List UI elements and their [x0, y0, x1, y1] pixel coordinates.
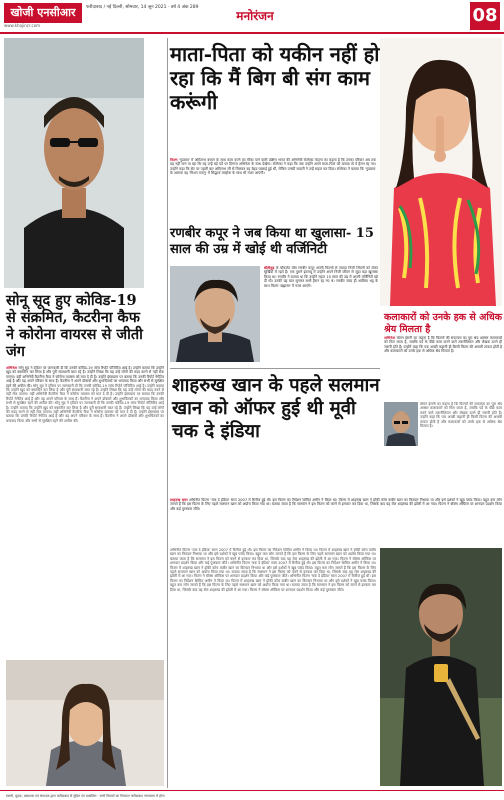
page-number: 08 — [470, 2, 500, 30]
headline-rashmika: माता-पिता को यकीन नहीं हो रहा कि मैं बिग बी संग काम करूंगी — [170, 42, 380, 114]
kicker-shahrukh: शाहरुख खान — [170, 498, 188, 502]
body-text-rashmika: 'गुडबाय' में अमिताभ बच्चन के साथ काम करने का मौका पाने वाली दक्षिण भारत की अभिनेत्री रश्मिका मंदाना का कहना है कि उनका परिवार अब तक यह नहीं मान पा रहा कि वह उन्हें बड़े पर्दे पर दिग्गज अभिनेता के साथ देखेगा। रश्मिका ने कहा कि जब उन्होंने अपने माता-पिता को बताया तो वे हैरान रह गए। उन्होंने कहा कि सेट पर पहली बार अमिताभ जी से मिलकर वह बेहद घबराई हुई थीं, लेकिन उनकी सादगी ने उन्हें सहज कर दिया। रश्मिका ने बताया कि 'गुडबाय' के अलावा वह 'मिशन मजनू' में सिद्धार्थ मल्होत्रा के साथ भी नजर आएंगी। — [170, 158, 376, 176]
kicker-rashmika: फिल्म — [170, 158, 178, 162]
shahrukh-khan-photo — [380, 548, 502, 786]
continued-text-shahrukh-3: अभिनीत फिल्म 'चक दे इंडिया' साल 2007 में रिलीज हुई थी। इस फिल्म का निर्देशन शिमित अमीन ने किया था। फिल्म में शाहरुख खान ने हॉकी कोच कबीर खान का किरदार निभाया था और इसे दर्शकों ने खूब पसंद किया। बहुत कम लोग जानते हैं कि इस फिल्म के लिए पहले सलमान खान को अप्रोच किया गया था। बताया जाता है कि सलमान ने इस फिल्म को करने से इनकार कर दिया था, जिसके बाद यह रोल शाहरुख की झोली में आ गया। फिल्म ने बॉक्स ऑफिस पर शानदार प्रदर्शन किया और कई पुरस्कार जीते। — [170, 574, 376, 592]
kicker-sidebar: अभिनेता — [384, 336, 396, 340]
headline-sonu-sood: सोनू सूद हुए कोविड-19 से संक्रमित, कैटरीना कैफ ने कोरोना वायरस से जीती जंग — [6, 292, 143, 360]
kicker-ranbir: बॉलीवुड — [264, 266, 275, 270]
continued-text-shahrukh-2: अभिनीत फिल्म 'चक दे इंडिया' साल 2007 में रिलीज हुई थी। इस फिल्म का निर्देशन शिमित अमीन ने किया था। फिल्म में शाहरुख खान ने हॉकी कोच कबीर खान का किरदार निभाया था और इसे दर्शकों ने खूब पसंद किया। बहुत कम लोग जानते हैं कि इस फिल्म के लिए पहले सलमान खान को अप्रोच किया गया था। बताया जाता है कि सलमान ने इस फिल्म को करने से इनकार कर दिया था, जिसके बाद यह रोल शाहरुख की झोली में आ गया। फिल्म ने बॉक्स ऑफिस पर शानदार प्रदर्शन किया और कई पुरस्कार जीते। — [170, 561, 376, 579]
headline-sidebar: कलाकारों को उनके हक से अधिक श्रेय मिलता है — [384, 312, 502, 335]
body-text-sonu: सोनू सूद ने ट्विटर पर जानकारी दी कि उनकी कोविड-19 जांच रिपोर्ट पॉजिटिव आई है। उन्होंने बताया कि उन्होंने खुद को क्वारंटीन कर लिया है और पूरी सावधानी बरत रहे हैं। उन्होंने लिखा कि यह उन्हें लोगों की मदद करने से नहीं रोक पाएगा। वहीं अभिनेत्री कैटरीना कैफ ने कोरोना वायरस को मात दे दी है। उन्होंने इंस्टाग्राम पर बताया कि उनकी रिपोर्ट नेगेटिव आई है और वह अपने परिवार के साथ हैं। कैटरीना ने अपने डॉक्टरों और शुभचिंतकों का धन्यवाद किया और सभी से सुरक्षित रहने की अपील की। — [6, 366, 164, 388]
body-text-sidebar: बोमन ईरानी का कहना है कि फिल्मों की सफलता का पूरा श्रेय अक्सर कलाकारों को मिल जाता है, जबकि पर्दे के पीछे काम करने वाले तकनीशियन और लेखक उतने ही जरूरी होते हैं। उन्होंने कहा कि एक अच्छी कहानी ही किसी फिल्म की असली ताकत होती है और कलाकारों को उनके हक से अधिक श्रेय मिलता है। — [384, 336, 502, 354]
article-body-sidebar-bottom — [420, 402, 502, 482]
continued-text-sonu-2: सोनू सूद ने ट्विटर पर जानकारी दी कि उनकी कोविड-19 जांच रिपोर्ट पॉजिटिव आई है। उन्होंने बताया कि उन्होंने खुद को क्वारंटीन कर लिया है और पूरी सावधानी बरत रहे हैं। उन्होंने लिखा कि यह उन्हें लोगों की मदद करने से नहीं रोक पाएगा। वहीं अभिनेत्री कैटरीना कैफ ने कोरोना वायरस को मात दे दी है। उन्होंने इंस्टाग्राम पर बताया कि उनकी रिपोर्ट नेगेटिव आई है और वह अपने परिवार के साथ हैं। कैटरीना ने अपने डॉक्टरों और शुभचिंतकों का धन्यवाद किया और सभी से सुरक्षित रहने की अपील की। — [6, 401, 164, 423]
article-body-ranbir — [264, 266, 378, 362]
continued-text-shahrukh: अभिनीत फिल्म 'चक दे इंडिया' साल 2007 में रिलीज हुई थी। इस फिल्म का निर्देशन शिमित अमीन ने किया था। फिल्म में शाहरुख खान ने हॉकी कोच कबीर खान का किरदार निभाया था और इसे दर्शकों ने खूब पसंद किया। बहुत कम लोग जानते हैं कि इस फिल्म के लिए पहले सलमान खान को अप्रोच किया गया था। बताया जाता है कि सलमान ने इस फिल्म को करने से इनकार कर दिया था, जिसके बाद यह रोल शाहरुख की झोली में आ गया। फिल्म ने बॉक्स ऑफिस पर शानदार प्रदर्शन किया और कई पुरस्कार जीते। — [170, 548, 376, 566]
rashmika-mandanna-photo — [380, 38, 502, 306]
body-text-shahrukh: अभिनीत फिल्म 'चक दे इंडिया' साल 2007 में रिलीज हुई थी। इस फिल्म का निर्देशन शिमित अमीन ने किया था। फिल्म में शाहरुख खान ने हॉकी कोच कबीर खान का किरदार निभाया था और इसे दर्शकों ने खूब पसंद किया। बहुत कम लोग जानते हैं कि इस फिल्म के लिए पहले सलमान खान को अप्रोच किया गया था। बताया जाता है कि सलमान ने इस फिल्म को करने से इनकार कर दिया था, जिसके बाद यह रोल शाहरुख की झोली में आ गया। फिल्म ने बॉक्स ऑफिस पर शानदार प्रदर्शन किया और कई पुरस्कार जीते। — [170, 498, 502, 511]
dateline: फरीदाबाद / नई दिल्ली, सोमवार, 14 जून 2021 · वर्ष 4 अंक 289 — [86, 5, 199, 10]
article-body-sonu-sood — [6, 366, 164, 656]
footer-imprint: स्वामी, मुद्रक, प्रकाशक एवं संपादक द्वारा फरीदाबाद से मुद्रित एवं प्रकाशित · सभी विवादों का निपटारा फरीदाबाद न्यायालय में होगा — [0, 790, 504, 800]
sonu-sood-photo — [4, 38, 144, 288]
section-title: मनोरंजन — [236, 9, 274, 23]
ranbir-kapoor-photo — [170, 266, 260, 362]
newspaper-logo: खोजी एनसीआर — [4, 3, 82, 23]
continued-text-sidebar: बोमन ईरानी का कहना है कि फिल्मों की सफलता का पूरा श्रेय अक्सर कलाकारों को मिल जाता है, जबकि पर्दे के पीछे काम करने वाले तकनीशियन और लेखक उतने ही जरूरी होते हैं। उन्होंने कहा कि एक अच्छी कहानी ही किसी फिल्म की असली ताकत होती है और कलाकारों को उनके हक से अधिक श्रेय मिलता है। — [420, 402, 502, 429]
website: www.khojincr.com — [4, 23, 41, 28]
column-divider — [167, 38, 168, 788]
body-text-ranbir: के चॉकलेट बॉय रणबीर कपूर अपनी फिल्मों से ज्यादा निजी जिंदगी को लेकर सुर्खियों में रहते हैं। एक पुराने इंटरव्यू में उन्होंने अपने निजी जीवन से जुड़ा बड़ा खुलासा किया था। रणबीर ने बताया था कि उन्होंने महज 15 साल की उम्र में अपनी वर्जिनिटी खो दी थी। उनकी यह बात सुनकर सभी हैरान रह गए थे। रणबीर जल्द ही आलिया भट्ट के साथ फिल्म 'ब्रह्मास्त्र' में नजर आएंगे। — [264, 266, 378, 288]
article-body-shahrukh-bottom — [170, 548, 376, 788]
article-body-sidebar-top — [384, 336, 502, 400]
section-divider — [170, 368, 380, 369]
boman-irani-photo — [384, 402, 418, 446]
headline-shahrukh: शाहरुख खान के पहले सलमान खान को ऑफर हुई थी मूवी चक दे इंडिया — [172, 375, 380, 442]
katrina-kaif-photo — [6, 660, 164, 786]
headline-ranbir-kapoor: रणबीर कपूर ने जब किया था खुलासा- 15 साल की उम्र में खोई थी वर्जिनिटी — [170, 226, 374, 257]
article-body-rashmika — [170, 158, 376, 216]
masthead — [0, 0, 504, 34]
kicker-sonu: अभिनेता — [6, 366, 18, 370]
continued-text-sonu: सोनू सूद ने ट्विटर पर जानकारी दी कि उनकी कोविड-19 जांच रिपोर्ट पॉजिटिव आई है। उन्होंने बताया कि उन्होंने खुद को क्वारंटीन कर लिया है और पूरी सावधानी बरत रहे हैं। उन्होंने लिखा कि यह उन्हें लोगों की मदद करने से नहीं रोक पाएगा। वहीं अभिनेत्री कैटरीना कैफ ने कोरोना वायरस को मात दे दी है। उन्होंने इंस्टाग्राम पर बताया कि उनकी रिपोर्ट नेगेटिव आई है और वह अपने परिवार के साथ हैं। कैटरीना ने अपने डॉक्टरों और शुभचिंतकों का धन्यवाद किया और सभी से सुरक्षित रहने की अपील की। — [6, 383, 164, 406]
article-body-shahrukh-top — [170, 498, 502, 546]
